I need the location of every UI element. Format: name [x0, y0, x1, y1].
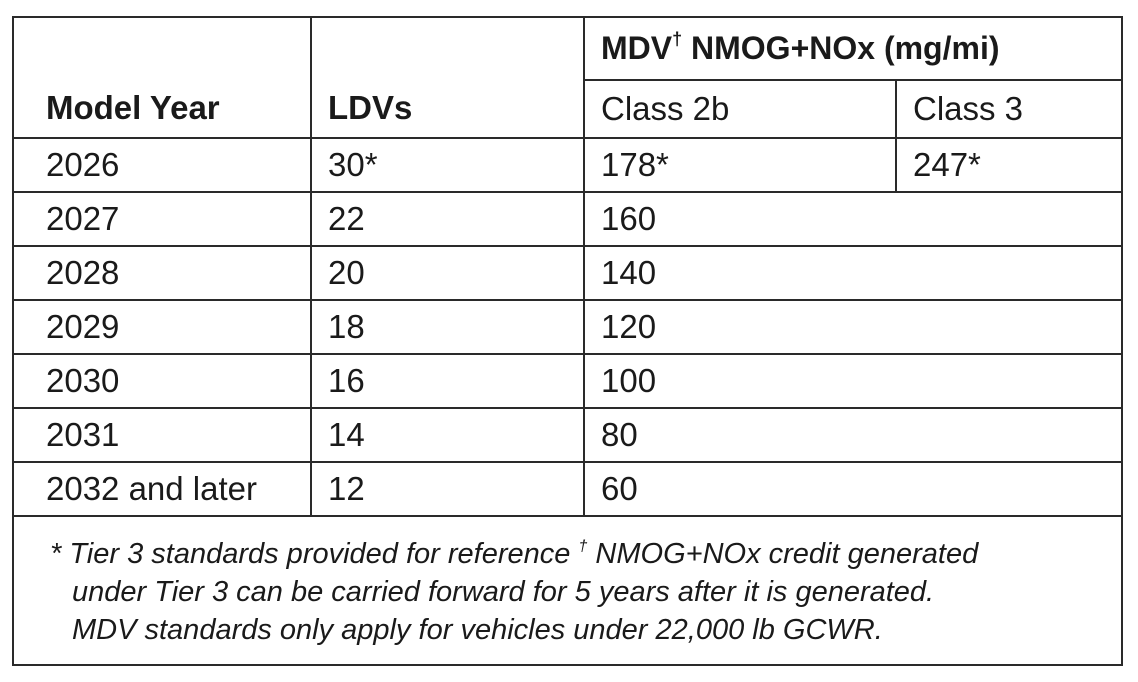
dagger-mark: †	[672, 29, 683, 49]
emissions-standards-table	[14, 18, 1121, 517]
footnote	[14, 517, 1121, 649]
table-row	[14, 462, 1121, 516]
header-ldvs: LDVs	[311, 18, 584, 138]
emissions-standards-table-frame	[12, 16, 1123, 666]
table-row	[14, 300, 1121, 354]
cell-mdv: 100	[584, 354, 1121, 408]
cell-ldv: 12	[311, 462, 584, 516]
cell-year: 2028	[14, 246, 311, 300]
table-row	[14, 408, 1121, 462]
dagger-mark: †	[578, 538, 588, 555]
footnote-text-b: NMOG+NOx credit generated	[587, 538, 979, 570]
table-row	[14, 192, 1121, 246]
cell-mdv: 80	[584, 408, 1121, 462]
header-model-year: Model Year	[14, 18, 311, 138]
cell-ldv: 20	[311, 246, 584, 300]
cell-class-3: 247*	[896, 138, 1121, 192]
cell-mdv: 60	[584, 462, 1121, 516]
cell-ldv: 22	[311, 192, 584, 246]
footnote-line-3: MDV standards only apply for vehicles under 22,000 lb GCWR.	[72, 614, 883, 646]
header-mdv-group	[584, 18, 1121, 80]
footnote-line-2: under Tier 3 can be carried forward for 5 years after it is generated.	[72, 576, 935, 608]
footnote-text-a: * Tier 3 standards provided for reference	[50, 538, 579, 570]
cell-year: 2032 and later	[14, 462, 311, 516]
header-row-group	[14, 18, 1121, 80]
cell-ldv: 18	[311, 300, 584, 354]
cell-ldv: 30*	[311, 138, 584, 192]
cell-year: 2030	[14, 354, 311, 408]
header-mdv-prefix: MDV	[601, 30, 673, 66]
cell-mdv: 120	[584, 300, 1121, 354]
header-class-2b: Class 2b	[584, 80, 896, 138]
cell-year: 2026	[14, 138, 311, 192]
cell-class-2b: 178*	[584, 138, 896, 192]
cell-ldv: 16	[311, 354, 584, 408]
table-row	[14, 138, 1121, 192]
cell-ldv: 14	[311, 408, 584, 462]
table-row	[14, 246, 1121, 300]
cell-mdv: 140	[584, 246, 1121, 300]
header-mdv-suffix: NMOG+NOx (mg/mi)	[682, 30, 1000, 66]
cell-year: 2027	[14, 192, 311, 246]
cell-mdv: 160	[584, 192, 1121, 246]
cell-year: 2031	[14, 408, 311, 462]
header-class-3: Class 3	[896, 80, 1121, 138]
table-row	[14, 354, 1121, 408]
footnote-line-1	[50, 535, 1105, 573]
cell-year: 2029	[14, 300, 311, 354]
